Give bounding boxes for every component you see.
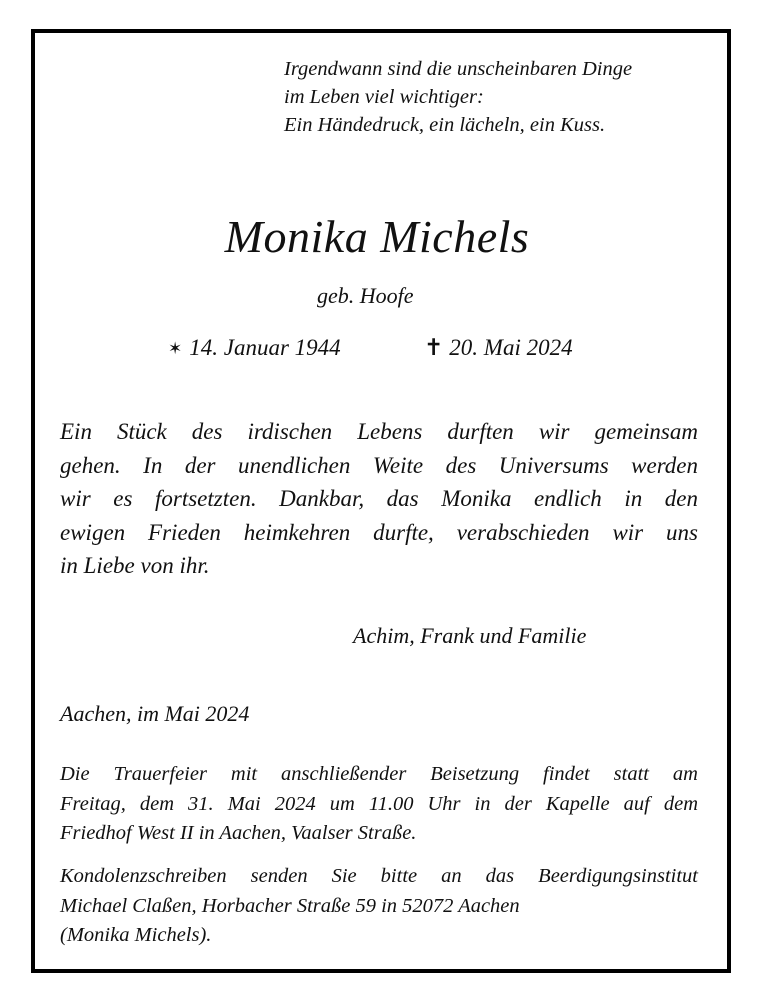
message-line: in Liebe von ihr.: [60, 553, 210, 578]
condolence-line: Michael Claßen, Horbacher Straße 59 in 52072 Aachen: [60, 894, 520, 917]
place-and-date: Aachen, im Mai 2024: [60, 701, 250, 726]
message-line: Ein Stück des irdischen Lebens durften wir gemeinsam: [60, 419, 698, 444]
quote-line: Ein Händedruck, ein lächeln, ein Kuss.: [284, 114, 606, 136]
farewell-message: [60, 415, 698, 583]
condolence-info: [60, 862, 698, 951]
death-cross-icon: ✝: [424, 335, 444, 360]
condolence-line: (Monika Michels).: [60, 924, 212, 946]
maiden-name: geb. Hoofe: [317, 283, 414, 308]
condolence-line: Kondolenzschreiben senden Sie bitte an das Beerdigungsinstitut: [60, 865, 698, 887]
funeral-info: [60, 760, 698, 849]
funeral-line: Die Trauerfeier mit anschließender Beisetzung findet statt am: [60, 763, 698, 785]
birth-date-row: [168, 333, 341, 365]
quote-line: im Leben viel wichtiger:: [284, 86, 484, 108]
death-date-row: [424, 333, 573, 363]
epigraph-quote: [284, 55, 632, 139]
message-line: wir es fortsetzten. Dankbar, das Monika endlich in den: [60, 486, 698, 511]
family-signature: Achim, Frank und Familie: [353, 623, 587, 648]
message-line: gehen. In der unendlichen Weite des Universums werden: [60, 452, 698, 478]
funeral-line: Friedhof West II in Aachen, Vaalser Straße.: [60, 822, 417, 844]
birth-date: 14. Januar 1944: [189, 335, 341, 360]
quote-line: Irgendwann sind die unscheinbaren Dinge: [284, 58, 633, 80]
birth-star-icon: ✶: [168, 339, 183, 358]
message-line: ewigen Frieden heimkehren durfte, verabschieden wir uns: [60, 519, 698, 545]
funeral-line: Freitag, dem 31. Mai 2024 um 11.00 Uhr in der Kapelle auf dem: [60, 792, 698, 815]
death-date: 20. Mai 2024: [449, 335, 573, 360]
deceased-name: Monika Michels: [224, 211, 530, 262]
